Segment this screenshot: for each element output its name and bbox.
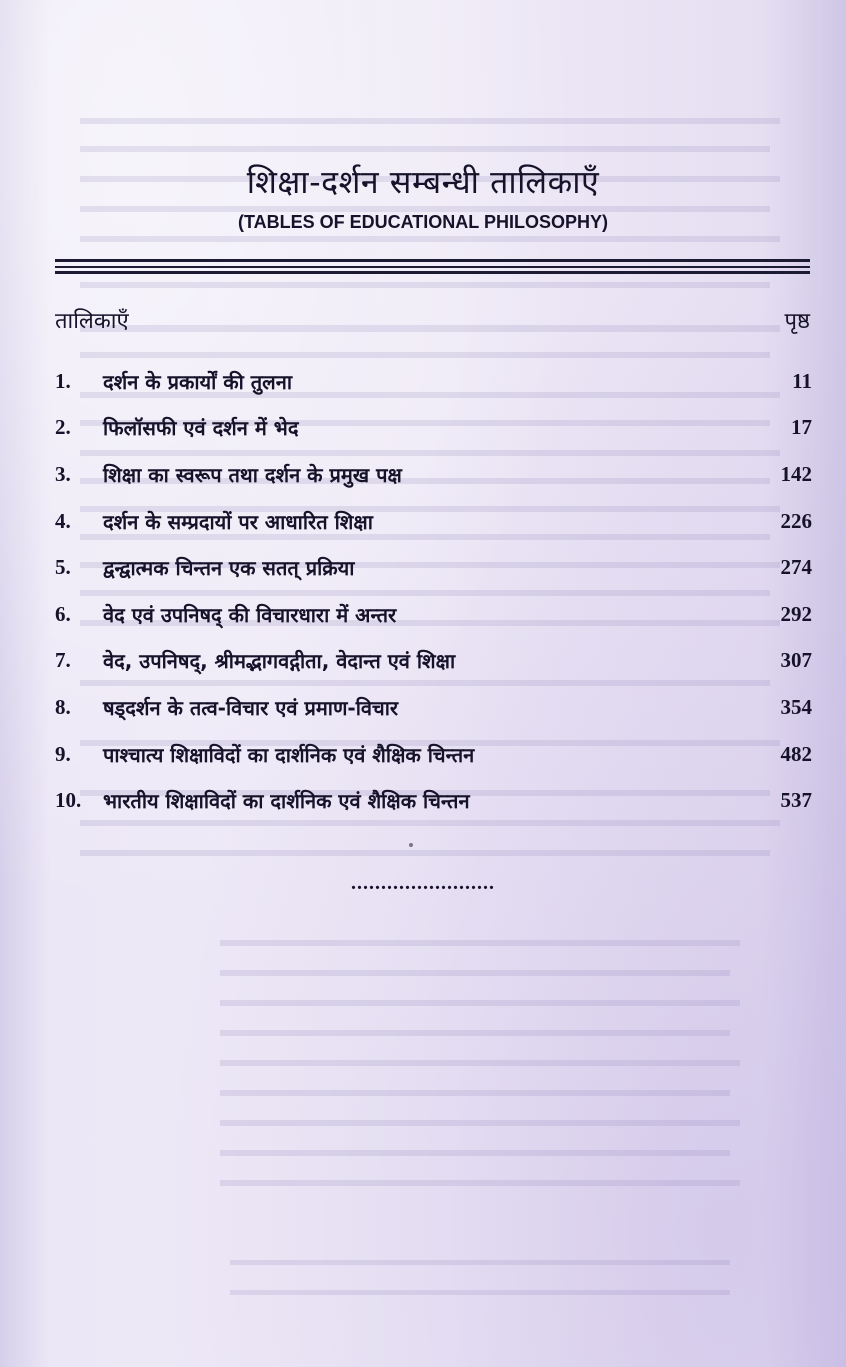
entry-number: 7. bbox=[55, 648, 71, 673]
entry-title: पाश्चात्य शिक्षाविदों का दार्शनिक एवं शैक्षिक चिन्तन bbox=[103, 742, 475, 767]
toc-entry[interactable] bbox=[55, 498, 812, 545]
entry-page-number: 292 bbox=[780, 601, 812, 626]
entry-number: 2. bbox=[55, 415, 71, 440]
column-header-tables: तालिकाएँ bbox=[55, 309, 129, 334]
entry-title: फिलॉसफी एवं दर्शन में भेद bbox=[103, 416, 299, 441]
column-header-page: पृष्ठ bbox=[784, 309, 810, 334]
end-separator: ........................ bbox=[351, 872, 495, 894]
entry-title: वेद एवं उपनिषद् की विचारधारा में अन्तर bbox=[103, 602, 397, 627]
entry-page-number: 226 bbox=[780, 508, 812, 533]
entry-page-number: 482 bbox=[780, 741, 812, 766]
entry-number: 5. bbox=[55, 555, 71, 580]
entry-title: षड्दर्शन के तत्व-विचार एवं प्रमाण-विचार bbox=[103, 695, 399, 720]
toc-entry[interactable] bbox=[55, 638, 812, 685]
toc-entry[interactable] bbox=[55, 544, 812, 591]
entry-number: 9. bbox=[55, 741, 71, 766]
entry-title: दर्शन के प्रकार्यों की तुलना bbox=[103, 369, 293, 394]
toc-entry[interactable] bbox=[55, 684, 812, 731]
toc-entry[interactable] bbox=[55, 451, 812, 498]
entry-page-number: 537 bbox=[780, 788, 812, 813]
toc-entry[interactable] bbox=[55, 591, 812, 638]
entry-page-number: 142 bbox=[780, 461, 812, 486]
toc-entry[interactable] bbox=[55, 731, 812, 778]
entry-number: 8. bbox=[55, 694, 71, 719]
entry-number: 3. bbox=[55, 461, 71, 486]
table-of-contents bbox=[55, 358, 812, 824]
page-title-english: (TABLES OF EDUCATIONAL PHILOSOPHY) bbox=[237, 212, 608, 232]
entry-page-number: 11 bbox=[792, 368, 812, 393]
entry-title: दर्शन के सम्प्रदायों पर आधारित शिक्षा bbox=[103, 509, 373, 534]
title-rule-top bbox=[55, 259, 810, 262]
toc-entry[interactable] bbox=[55, 777, 812, 824]
entry-page-number: 307 bbox=[780, 648, 812, 673]
toc-entry[interactable] bbox=[55, 405, 812, 452]
entry-page-number: 274 bbox=[780, 555, 812, 580]
page-title-hindi: शिक्षा-दर्शन सम्बन्धी तालिकाएँ bbox=[246, 163, 600, 201]
entry-title: द्वन्द्वात्मक चिन्तन एक सतत् प्रक्रिया bbox=[103, 556, 355, 581]
entry-number: 4. bbox=[55, 508, 71, 533]
entry-title: भारतीय शिक्षाविदों का दार्शनिक एवं शैक्षिक चिन्तन bbox=[103, 789, 470, 814]
toc-entry[interactable] bbox=[55, 358, 812, 405]
entry-title: वेद, उपनिषद्, श्रीमद्भागवद्गीता, वेदान्त एवं शिक्षा bbox=[103, 649, 456, 674]
entry-number: 1. bbox=[55, 368, 71, 393]
title-rule-bottom bbox=[55, 271, 810, 274]
entry-number: 10. bbox=[55, 788, 82, 813]
entry-number: 6. bbox=[55, 601, 71, 626]
title-rule-middle bbox=[55, 266, 810, 268]
entry-title: शिक्षा का स्वरूप तथा दर्शन के प्रमुख पक्ष bbox=[103, 462, 402, 487]
entry-page-number: 354 bbox=[780, 694, 812, 719]
entry-page-number: 17 bbox=[791, 415, 812, 440]
